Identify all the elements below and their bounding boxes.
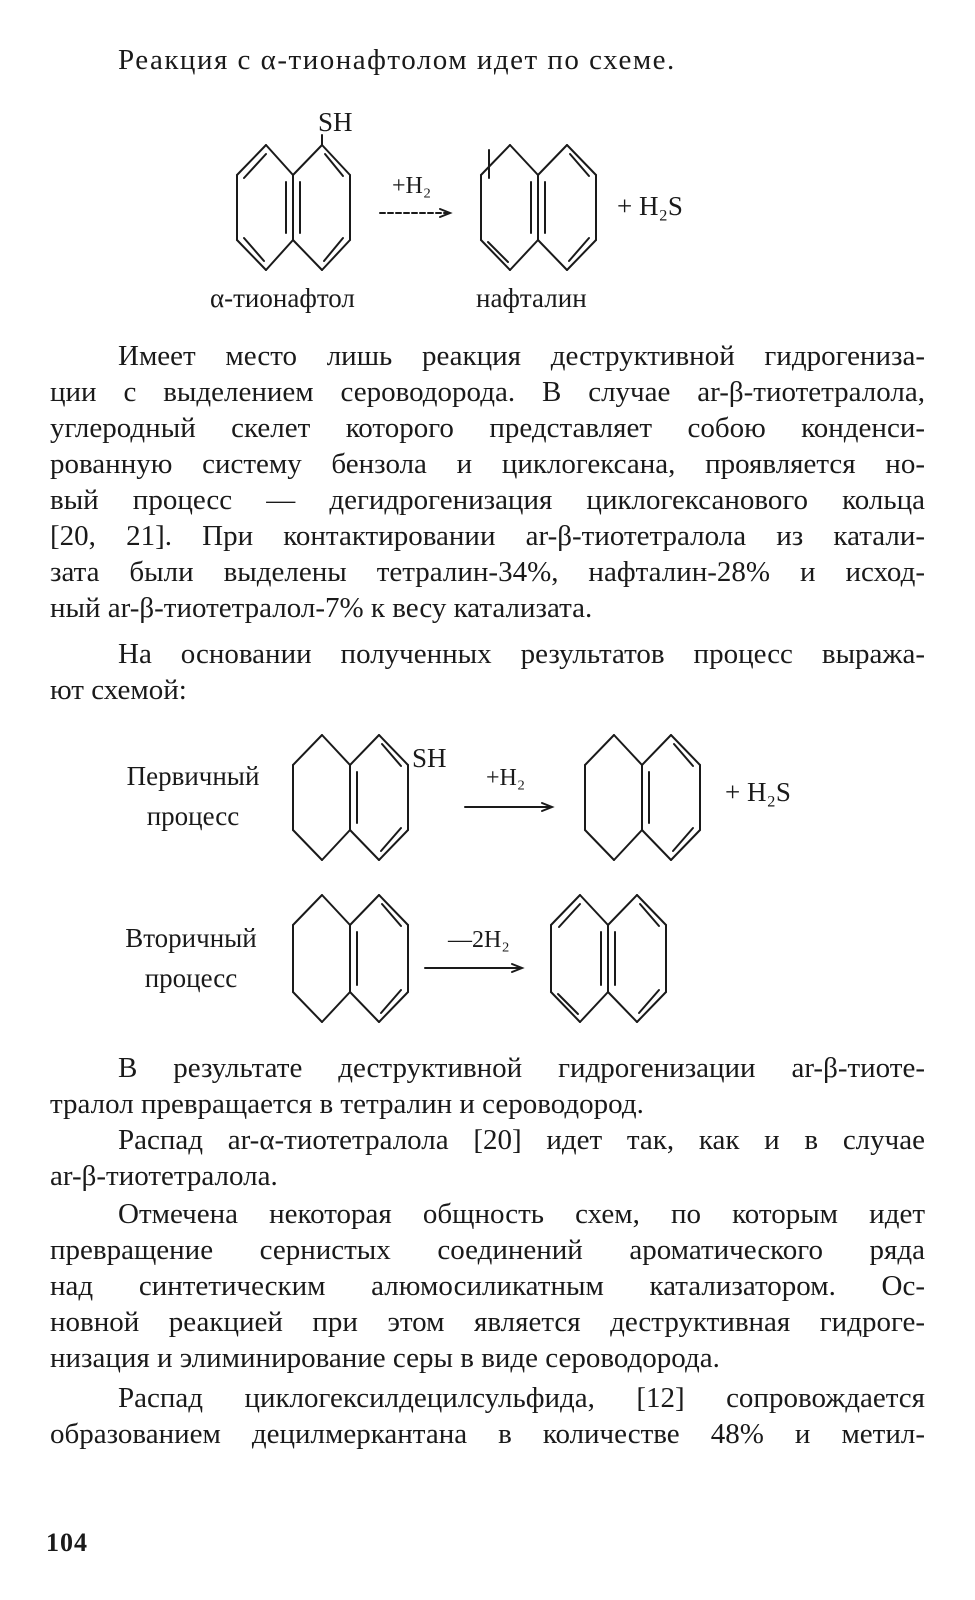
paragraph-3-line-2: тралол превращается в тетралин и сероводород. xyxy=(50,1088,644,1120)
byproduct-label-1: + H₂S xyxy=(617,191,683,221)
paragraph-1-line-4: рованную систему бензола и циклогексана, проявляется но- xyxy=(50,448,925,480)
arrow-1 xyxy=(380,209,450,217)
primary-process-label xyxy=(108,756,278,836)
naphthalene-structure-2 xyxy=(551,895,666,1022)
sh-substituent-label-1: SH xyxy=(318,107,353,137)
primary-process-label-line-2: процесс xyxy=(146,801,240,831)
page-number: 104 xyxy=(46,1528,88,1557)
tetralin-structure-1 xyxy=(585,735,700,860)
paragraph-1-line-8: ный ar-β-тиотетралол-7% к весу катализата. xyxy=(50,592,593,624)
secondary-process-label-line-1: Вторичный xyxy=(125,923,257,953)
paragraph-1-line-7: зата были выделены тетралин-34%, нафталин-28% и исход- xyxy=(50,556,925,588)
intro-line: Реакция с α-тионафтолом идет по схеме. xyxy=(118,44,676,76)
reagent-label-3: —2H₂ xyxy=(448,927,510,953)
paragraph-1-line-1: Имеет место лишь реакция деструктивной гидрогениза- xyxy=(118,340,925,372)
paragraph-1-line-5: вый процесс — дегидрогенизация циклогексанового кольца xyxy=(50,484,925,516)
sh-substituent-label-2: SH xyxy=(412,743,447,773)
product-name: нафталин xyxy=(476,283,587,313)
tetralin-structure-2 xyxy=(293,895,408,1022)
secondary-process-label xyxy=(106,918,276,998)
arrow-3 xyxy=(425,964,522,972)
paragraph-4-line-1: Распад ar-α-тиотетралола [20] идет так, как и в случае xyxy=(118,1124,925,1156)
paragraph-5-line-2: превращение сернистых соединений ароматического ряда xyxy=(50,1234,925,1266)
secondary-process-label-line-2: процесс xyxy=(144,963,238,993)
paragraph-2-line-1: На основании полученных результатов процесс выража- xyxy=(118,638,925,670)
paragraph-6-line-1: Распад циклогексилдецилсульфида, [12] сопровождается xyxy=(118,1382,925,1414)
thiotetralol-structure xyxy=(293,735,408,860)
paragraph-5-line-4: новной реакцией при этом является деструктивная гидроге- xyxy=(50,1306,925,1338)
reagent-label-1: +H₂ xyxy=(392,173,432,199)
paragraph-5-line-1: Отмечена некоторая общность схем, по которым идет xyxy=(118,1198,925,1230)
paragraph-5-line-5: низация и элиминирование серы в виде сероводорода. xyxy=(50,1342,720,1374)
paragraph-1-line-3: углеродный скелет которого представляет собою конденси- xyxy=(50,412,925,444)
arrow-2 xyxy=(465,803,552,811)
byproduct-label-2: + H₂S xyxy=(725,777,791,807)
naphthalene-structure-1 xyxy=(481,145,596,270)
paragraph-6-line-2: образованием децилмеркантана в количестве 48% и метил- xyxy=(50,1418,925,1450)
paragraph-3-line-1: В результате деструктивной гидрогенизации ar-β-тиоте- xyxy=(118,1052,925,1084)
paragraph-5-line-3: над синтетическим алюмосиликатным катализатором. Ос- xyxy=(50,1270,925,1302)
reactant-name: α-тионафтол xyxy=(210,283,355,313)
paragraph-4-line-2: ar-β-тиотетралола. xyxy=(50,1160,278,1192)
paragraph-1-line-6: [20, 21]. При контактировании ar-β-тиотетралола из катали- xyxy=(50,520,925,552)
paragraph-2-line-2: ют схемой: xyxy=(50,674,187,706)
reagent-label-2: +H₂ xyxy=(486,765,526,791)
primary-process-label-line-1: Первичный xyxy=(126,761,260,791)
paragraph-1-line-2: ции с выделением сероводорода. В случае ar-β-тиотетралола, xyxy=(50,376,925,408)
thionaphthol-structure xyxy=(237,135,350,270)
